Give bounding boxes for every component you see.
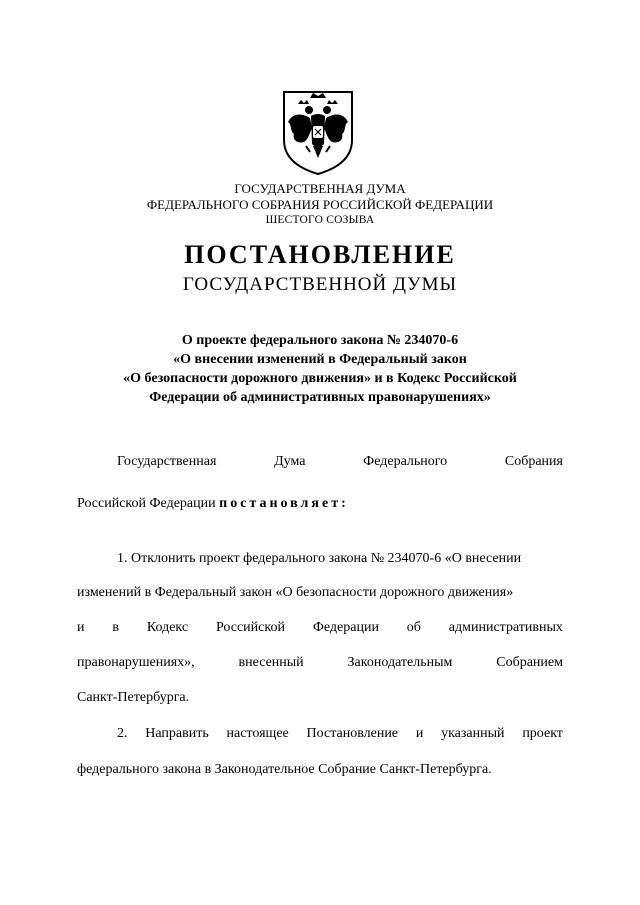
item1-word: об [406,620,421,635]
preamble-line [117,453,563,471]
org-name-line2: ФЕДЕРАЛЬНОГО СОБРАНИЯ РОССИЙСКОЙ ФЕДЕРАЦИИ [146,197,494,212]
item1-word: Российской [215,620,285,635]
item1-line [77,654,563,672]
item1-line: 1. Отклонить проект федерального закона № 234070-6 «О внесении [117,551,522,566]
item1-line [77,619,563,637]
preamble-word: Федерального [363,454,448,469]
item2-word: настоящее [226,726,289,741]
subject-line: «О внесении изменений в Федеральный закон [173,352,467,367]
item2-line [117,725,563,743]
item1-line: изменений в Федеральный закон «О безопасности дорожного движения» [77,585,514,600]
subject-line: «О безопасности дорожного движения» и в Кодекс Российской [123,371,517,386]
item1-word: в [112,620,119,635]
preamble-word: Государственная [117,454,217,469]
preamble-verb: постановляет: [219,496,349,511]
preamble-word: Собрания [504,454,563,469]
item2-word: проект [522,726,563,741]
item1-word: и [77,620,85,635]
item1-word: Кодекс [146,620,189,635]
item1-line: Санкт-Петербурга. [77,690,190,705]
item2-word: указанный [441,726,505,741]
subject-line: Федерации об административных правонарушениях» [149,390,491,405]
subject-line: О проекте федерального закона № 234070-6 [181,333,459,348]
item1-word: административных [448,620,563,635]
item2-word: Направить [145,726,209,741]
item1-word: Законодательным [347,655,453,670]
document-issuer: ГОСУДАРСТВЕННОЙ ДУМЫ [182,274,458,295]
item1-word: Федерации [312,620,379,635]
item1-word: Собранием [496,655,563,670]
item1-word: правонарушениях», [77,655,195,670]
document-type: ПОСТАНОВЛЕНИЕ [184,240,456,269]
preamble-text: Российской Федерации [77,496,216,511]
item2-word: 2. [117,726,128,741]
preamble-line [77,495,349,513]
item2-word: Постановление [306,726,399,741]
org-name-line1: ГОСУДАРСТВЕННАЯ ДУМА [234,181,406,196]
state-emblem-icon [280,88,356,176]
item2-line: федерального закона в Законодательное Собрание Санкт-Петербурга. [77,762,492,777]
item1-word: внесенный [238,655,304,670]
preamble-word: Дума [274,454,306,469]
convocation-line: ШЕСТОГО СОЗЫВА [265,214,375,226]
item2-word: и [415,726,424,741]
